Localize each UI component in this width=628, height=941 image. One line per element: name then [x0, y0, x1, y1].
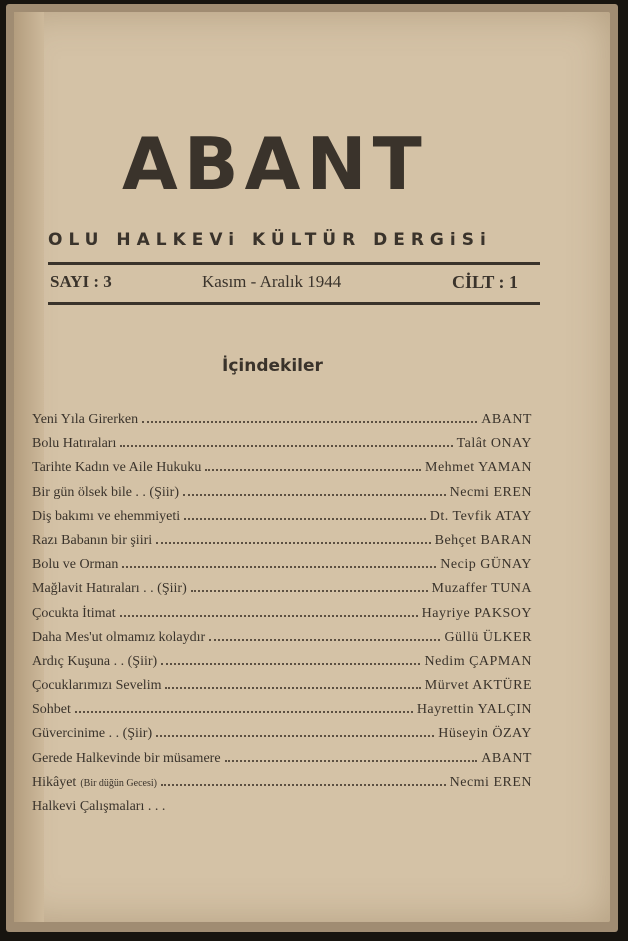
toc-item: [32, 460, 532, 484]
toc-item: [32, 606, 532, 630]
toc-author: Hayrettin YALÇIN: [416, 702, 532, 718]
journal-title: ABANT: [122, 122, 428, 206]
toc-item: [32, 581, 532, 605]
toc-author: Nedim ÇAPMAN: [424, 653, 532, 669]
toc-leader-dots: [156, 534, 430, 544]
toc-leader-dots: [75, 703, 413, 713]
toc-author: Hayriye PAKSOY: [421, 605, 532, 621]
toc-item: [32, 412, 532, 436]
toc-title: Sohbet: [32, 702, 71, 718]
toc-leader-dots: [225, 752, 478, 762]
toc-author: Dt. Tevfik ATAY: [429, 508, 532, 524]
toc-author: Muzaffer TUNA: [431, 581, 532, 597]
toc-title: Çocuklarımızı Sevelim: [32, 678, 162, 694]
toc-leader-dots: [191, 582, 428, 592]
toc-note: (Bir düğün Gecesi): [80, 777, 157, 789]
toc-title: Hikâyet: [32, 774, 77, 790]
toc-title: Mağlavit Hatıraları . . (Şiir): [32, 581, 187, 597]
toc-leader-dots: [120, 607, 418, 617]
toc-title: Ardıç Kuşuna . . (Şiir): [32, 653, 158, 669]
toc-author: ABANT: [481, 750, 532, 766]
toc-leader-dots: [161, 776, 446, 786]
toc-author: Behçet BARAN: [434, 532, 532, 548]
toc-leader-dots: [183, 486, 446, 496]
volume-number: CİLT : 1: [452, 272, 519, 292]
toc-author: Mehmet YAMAN: [425, 460, 532, 476]
toc-title: Razı Babanın bir şiiri: [32, 532, 153, 548]
toc-leader-dots: [122, 558, 436, 568]
toc-item: [32, 678, 532, 702]
toc-leader-dots: [165, 679, 420, 689]
toc-title: Bolu ve Orman: [32, 557, 119, 573]
toc-item: [32, 436, 532, 460]
toc-leader-dots: [120, 437, 452, 447]
toc-leader-dots: [142, 413, 477, 423]
toc-leader-dots: [205, 461, 421, 471]
toc-item: [32, 630, 532, 654]
toc-title: Diş bakımı ve ehemmiyeti: [32, 508, 181, 524]
toc-heading: İçindekiler: [222, 356, 323, 376]
header-rule-top: [48, 262, 540, 265]
toc-title: Halkevi Çalışmaları . . .: [32, 799, 166, 814]
toc-author: Güllü ÜLKER: [444, 629, 532, 645]
toc-item: [32, 751, 532, 775]
toc-author: Necmi EREN: [449, 484, 532, 500]
toc-author: Mürvet AKTÜRE: [424, 678, 532, 694]
toc-leader-dots: [209, 631, 440, 641]
toc-item: [32, 654, 532, 678]
toc-author: Talât ONAY: [456, 436, 532, 452]
toc-item: [32, 799, 532, 823]
toc-author: Necmi EREN: [449, 774, 532, 790]
toc-title: Gerede Halkevinde bir müsamere: [32, 750, 221, 766]
toc-author: Hüseyin ÖZAY: [438, 726, 532, 742]
toc-title: Daha Mes'ut olmamız kolaydır: [32, 629, 206, 645]
toc-author: Necip GÜNAY: [440, 557, 532, 573]
toc-item: [32, 557, 532, 581]
toc-title: Yeni Yıla Girerken: [32, 412, 139, 427]
toc-leader-dots: [184, 510, 426, 520]
toc-author: ABANT: [481, 412, 532, 427]
issue-date: Kasım - Aralık 1944: [202, 272, 342, 291]
table-of-contents: [32, 412, 532, 823]
toc-item: [32, 726, 532, 750]
toc-item: [32, 775, 532, 799]
toc-item: [32, 509, 532, 533]
toc-leader-dots: [161, 655, 420, 665]
toc-item: [32, 533, 532, 557]
journal-subtitle: OLU HALKEVi KÜLTÜR DERGiSi: [48, 230, 492, 250]
toc-item: [32, 702, 532, 726]
issue-number: SAYI : 3: [50, 272, 112, 291]
toc-item: [32, 485, 532, 509]
toc-leader-dots: [156, 727, 434, 737]
toc-title: Çocukta İtimat: [32, 605, 116, 621]
header-rule-bottom: [48, 302, 540, 305]
toc-title: Tarihte Kadın ve Aile Hukuku: [32, 460, 202, 476]
toc-title: Güvercinime . . (Şiir): [32, 726, 153, 742]
toc-title: Bir gün ölsek bile . . (Şiir): [32, 484, 179, 500]
toc-title: Bolu Hatıraları: [32, 436, 117, 452]
